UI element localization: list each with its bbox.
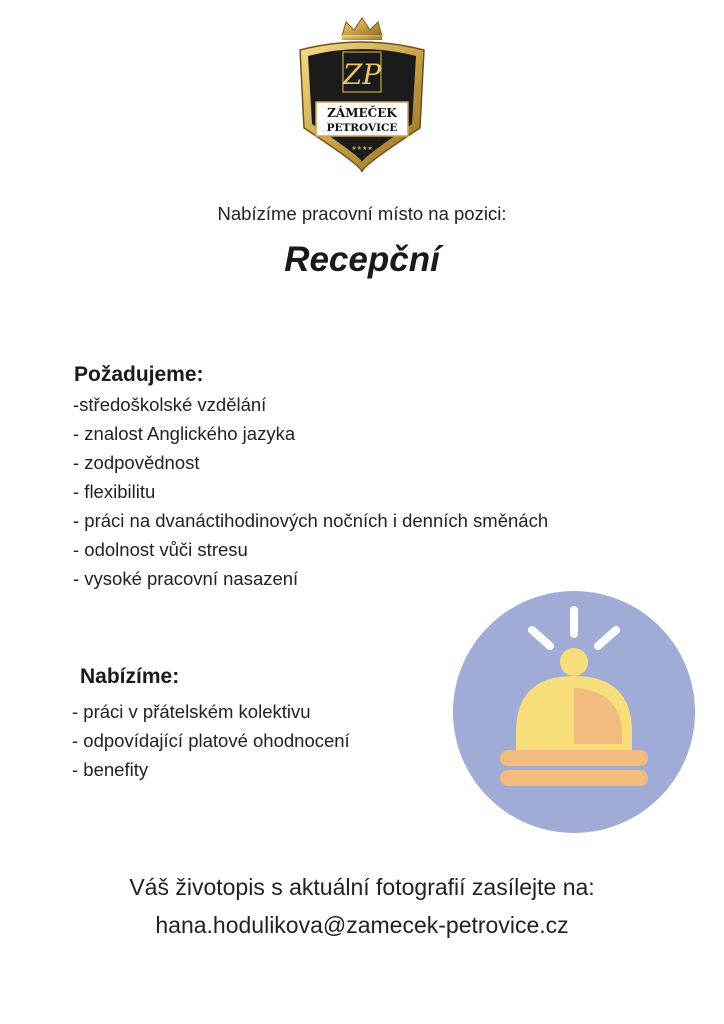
list-item: - vysoké pracovní nasazení: [73, 568, 299, 589]
crown-icon: [342, 18, 382, 40]
list-item: - práci na dvanáctihodinových nočních i denních směnách: [73, 510, 549, 531]
contact-email[interactable]: hana.hodulikova@zamecek-petrovice.cz: [155, 912, 569, 938]
list-item: - práci v přátelském kolektivu: [72, 701, 311, 722]
list-item: -středoškolské vzdělání: [73, 394, 267, 415]
logo-monogram: ZP: [342, 58, 382, 91]
zamecek-petrovice-logo: [280, 16, 444, 180]
contact-line: Váš životopis s aktuální fotografií zasílejte na:: [129, 874, 595, 900]
list-item: - znalost Anglického jazyka: [73, 423, 296, 444]
list-item: - benefity: [72, 759, 149, 780]
requirements-heading: Požadujeme:: [74, 363, 204, 386]
list-item: - flexibilitu: [73, 481, 156, 502]
offer-list: [72, 697, 350, 784]
list-item: - odpovídající platové ohodnocení: [72, 730, 350, 751]
offer-heading: Nabízíme:: [80, 665, 180, 688]
requirements-list: [73, 390, 548, 593]
logo-line2: PETROVICE: [326, 122, 398, 134]
position-title: Recepční: [284, 240, 440, 279]
contact-block: [0, 868, 724, 944]
intro-text: Nabízíme pracovní místo na pozici:: [217, 203, 507, 224]
logo-stars: ★★★★: [351, 145, 373, 152]
list-item: - zodpovědnost: [73, 452, 200, 473]
list-item: - odolnost vůči stresu: [73, 539, 248, 560]
service-bell-icon: [452, 590, 696, 834]
logo-line1: ZÁMEČEK: [327, 106, 397, 120]
